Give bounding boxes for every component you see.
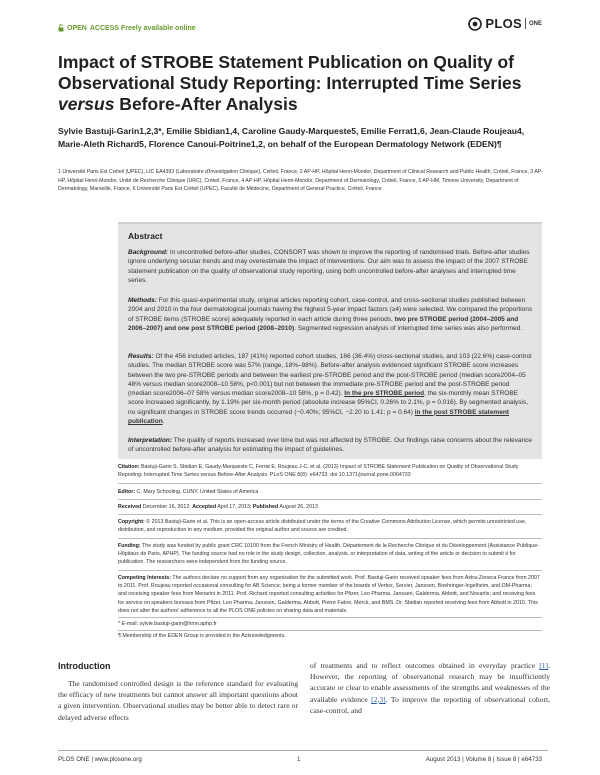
results-underlined-1: In the pre STROBE period (344, 390, 425, 398)
plos-journal-name: ONE (528, 20, 542, 27)
meta-divider (118, 514, 542, 515)
intro-right-text-b: . However, the reporting of observational research may be insufficiently accurate or clear to enable assessments of the strengths and weaknesses of the available evidence (310, 661, 550, 704)
competing-text: The authors declare no support from any organisation for the submitted work. Prof. Bastuji-Garin received speaker fees from Astra-Zeneca France from 2007 to 2011. Prof. Roujeau reported occasional consulting for AB Science; being a former member of the boards of Vertex, Servier, Janssen, Boehringer-Ingelheim, and OM-Pharma; and receiving speaker fees from Menarini in 2011. Prof. Richard reported consulting activities for Pfizer, Leo Pharma, Janssen, Galderma, Abbott, and Novartis; and receiving fees for service on speakers bureaus from Pfizer, Leo Pharma, Janssen, Galderma, Abbott, Pierre Fabre, Merck, and BMS. Dr. Sbidian reported receiving fees from Abbott in 2010. This does not alter the authors' adherence to all the PLOS ONE policies on sharing data and materials. (118, 575, 540, 614)
affiliations: 1 Université Paris Est Créteil (UPEC), LIC EA4393 (Laboratoire d'Investigation Clinique), Créteil, France, 2 AP-HP, Hôpital Henri-Mondor, Department of Clinical Research and Public Health, Créteil, France, 3 AP-HP, Hôpital Henri-Mondor, Unité de Recherche Clinique (URC), Créteil, France, 4 AP-HP, Hôpital Henri-Mondor, Department of Dermatology, Créteil, France, 5 AP-HM, Timone University, Department of Dermatology, Marseille, France, 6 Université Paris Est Créteil (UPEC), Faculté de Médecine, Department of General Practice, Créteil, France (58, 169, 543, 193)
background-label: Background: (128, 249, 169, 256)
footer-journal[interactable]: PLOS ONE | www.plosone.org (58, 756, 142, 763)
editor-text: C. Mary Schooling, CUNY, United States of America (135, 489, 259, 495)
accepted-date: April 17, 2013; (216, 504, 253, 510)
results-label: Results: (128, 353, 154, 360)
introduction-heading: Introduction (58, 661, 111, 671)
intro-left-column: The randomised controlled design is the reference standard for evaluating the efficacy of new treatments but cannot answer all important questions about a given intervention. Observational studies may be better able to detect rare or delayed adverse effects (58, 679, 298, 722)
methods-text: For this quasi-experimental study, original articles reporting cohort, case-control, and cross-sectional studies published between 2004 and 2010 in the four dermatological journals having the highest 5-year impact factors (≥4) were selected. We compared the proportions of STROBE items (STROBE score) adequately reported in each article during three periods, (128, 297, 533, 323)
intro-right-column (310, 660, 550, 716)
email[interactable]: * E-mail: sylvie.bastuji-garin@hmn.aphp.fr (118, 621, 217, 627)
open-lock-icon (58, 24, 64, 32)
author-list: Sylvie Bastuji-Garin1,2,3*, Emilie Sbidian1,4, Caroline Gaudy-Marqueste5, Emilie Ferrat1,6, Jean-Claude Roujeau4, Marie-Aleth Richard5, Florence Canoui-Poitrine1,2, on behalf of the European Dermatology Network (EDEN)¶ (58, 126, 525, 149)
results-text-2: , the six-monthly mean STROBE score increased significantly, by 1.19% per six-month period (absolute increase 95%CI, 0.26% to 2.1%, p = 0.016). By segmented analysis, no significant changes in STROBE score trends occurred (−0.40%; 95%CI, −2.20 to 1.41; p = 0.64) (128, 390, 529, 416)
meta-divider (118, 483, 542, 484)
meta-divider (118, 499, 542, 500)
abstract-background (128, 248, 533, 285)
abstract-interpretation (128, 436, 533, 455)
copyright (118, 518, 542, 534)
membership-note: ¶ Membership of the EDEN Group is provided in the Acknowledgments. (118, 633, 286, 639)
article-title (58, 52, 548, 115)
editor (118, 488, 542, 496)
methods-bold: two pre STROBE period (2004–2005 and 2006–2007) and one post STROBE period (2008–2010) (128, 315, 519, 332)
copyright-label: Copyright: (118, 519, 145, 525)
reference-link-2-3[interactable]: [2,3] (371, 694, 386, 704)
results-end: . (162, 418, 165, 426)
received-label: Received (118, 504, 142, 510)
funding (118, 542, 542, 567)
interpretation-text: The quality of reports increased over time but was not affected by STROBE. Our findings raise concerns about the relevance of uncontrolled before-after analysis for estimating the impact of guidelines. (128, 437, 533, 454)
title-line-3: Before-After Analysis (114, 94, 298, 114)
accepted-label: Accepted (192, 504, 217, 510)
competing-label: Competing Interests: (118, 575, 171, 581)
open-access-banner[interactable] (58, 24, 196, 32)
meta-divider (118, 570, 542, 571)
plos-name: PLOS (485, 16, 522, 31)
meta-divider (118, 630, 542, 631)
citation-text: Bastuji-Garin S, Sbidian E, Gaudy-Marqueste C, Ferrat E, Roujeau J-C, et al. (2013) Impact of STROBE Statement Publication on Quality of Observational Study Reporting: Interrupted Time Series versus Before-After Analysis. PLoS ONE 8(8): e64733. doi:10.1371/journal.pone.0064733 (118, 464, 519, 479)
competing-interests (118, 574, 542, 615)
funding-label: Funding: (118, 543, 141, 549)
published-label: Published (252, 504, 279, 510)
abstract-box (118, 222, 542, 459)
intro-right-text-c: . To improve the reporting of observational cohort, case-control, and (310, 694, 550, 715)
received-date: December 16, 2012; (141, 504, 193, 510)
results-text: Of the 456 included articles, 187 (41%) reported cohort studies, 166 (36.4%) cross-sectional studies, and 103 (22.6%) case-control studies. The median STROBE score was 57% (range, 18%–98%). Before-after analysis evidenced significant STROBE score increases between the two pre-STROBE periods and between the earliest pre-STROBE period and the post-STROBE period (median score2004–05 48% versus median score2008–10 58%, p<0.001) but not between the immediate pre-STROBE period and the post-STROBE period (median score2006–07 58% versus median score2008–10 58%, p = 0.42). (128, 353, 532, 398)
abstract-results (128, 352, 533, 426)
copyright-text: © 2013 Bastuji-Garin et al. This is an open-access article distributed under the terms of the Creative Commons Attribution License, which permits unrestricted use, distribution, and reproduction in any medium, provided the original author and source are credited. (118, 519, 527, 534)
methods-tail: . Segmented regression analysis of interrupted time series was also performed. (294, 324, 523, 332)
footer-divider (58, 750, 548, 751)
plos-one-logo[interactable] (468, 16, 542, 31)
footer-issue: August 2013 | Volume 8 | Issue 8 | e64733 (425, 756, 542, 763)
methods-label: Methods: (128, 297, 157, 304)
plos-logo-icon (468, 17, 482, 31)
footer-page-number: 1 (297, 756, 301, 763)
reference-link-1[interactable]: [1] (539, 661, 549, 670)
meta-divider (118, 538, 542, 539)
abstract-heading: Abstract (128, 231, 163, 241)
citation-label: Citation: (118, 464, 140, 470)
title-italic-word: versus (58, 94, 115, 114)
intro-right-text-a: of treatments and to reflect outcomes obtained in everyday practice (310, 661, 540, 670)
background-text: In uncontrolled before-after studies, CONSORT was shown to improve the reporting of randomised trials. Before-after studies ignore underlying secular trends and may overestimate the impact of interventions. Our aim was to assess the impact of the 2007 STROBE statement publication on the quality of observational study reporting, using both uncontrolled before-after analyses and interrupted time series. (128, 249, 530, 284)
published-date: August 26, 2013 (278, 504, 318, 510)
open-access-prefix: OPEN (67, 24, 87, 32)
title-line-2: Observational Study Reporting: Interrupted Time Series (58, 73, 522, 93)
abstract-methods (128, 296, 533, 333)
open-access-label: ACCESS Freely available online (89, 24, 196, 32)
citation (118, 463, 542, 479)
dates (118, 503, 542, 511)
meta-divider (118, 617, 542, 618)
title-line-1: Impact of STROBE Statement Publication on Quality of (58, 52, 515, 72)
results-underlined-2: in the post STROBE statement publication (128, 408, 509, 426)
funding-text: The study was funded by public grant CRC 10100 from the French Ministry of Health, Département de la Recherche Clinique et du Développement (Assistance Publique-Hôpitaux de Paris, APHP). The funding source had no role in the study design, collection, analysis, or interpretation of data, writing of the article or decision to submit it for publication. The researchers were independent from the funding source. (118, 543, 539, 566)
editor-label: Editor: (118, 489, 136, 495)
interpretation-label: Interpretation: (128, 437, 173, 444)
logo-divider (525, 18, 526, 29)
